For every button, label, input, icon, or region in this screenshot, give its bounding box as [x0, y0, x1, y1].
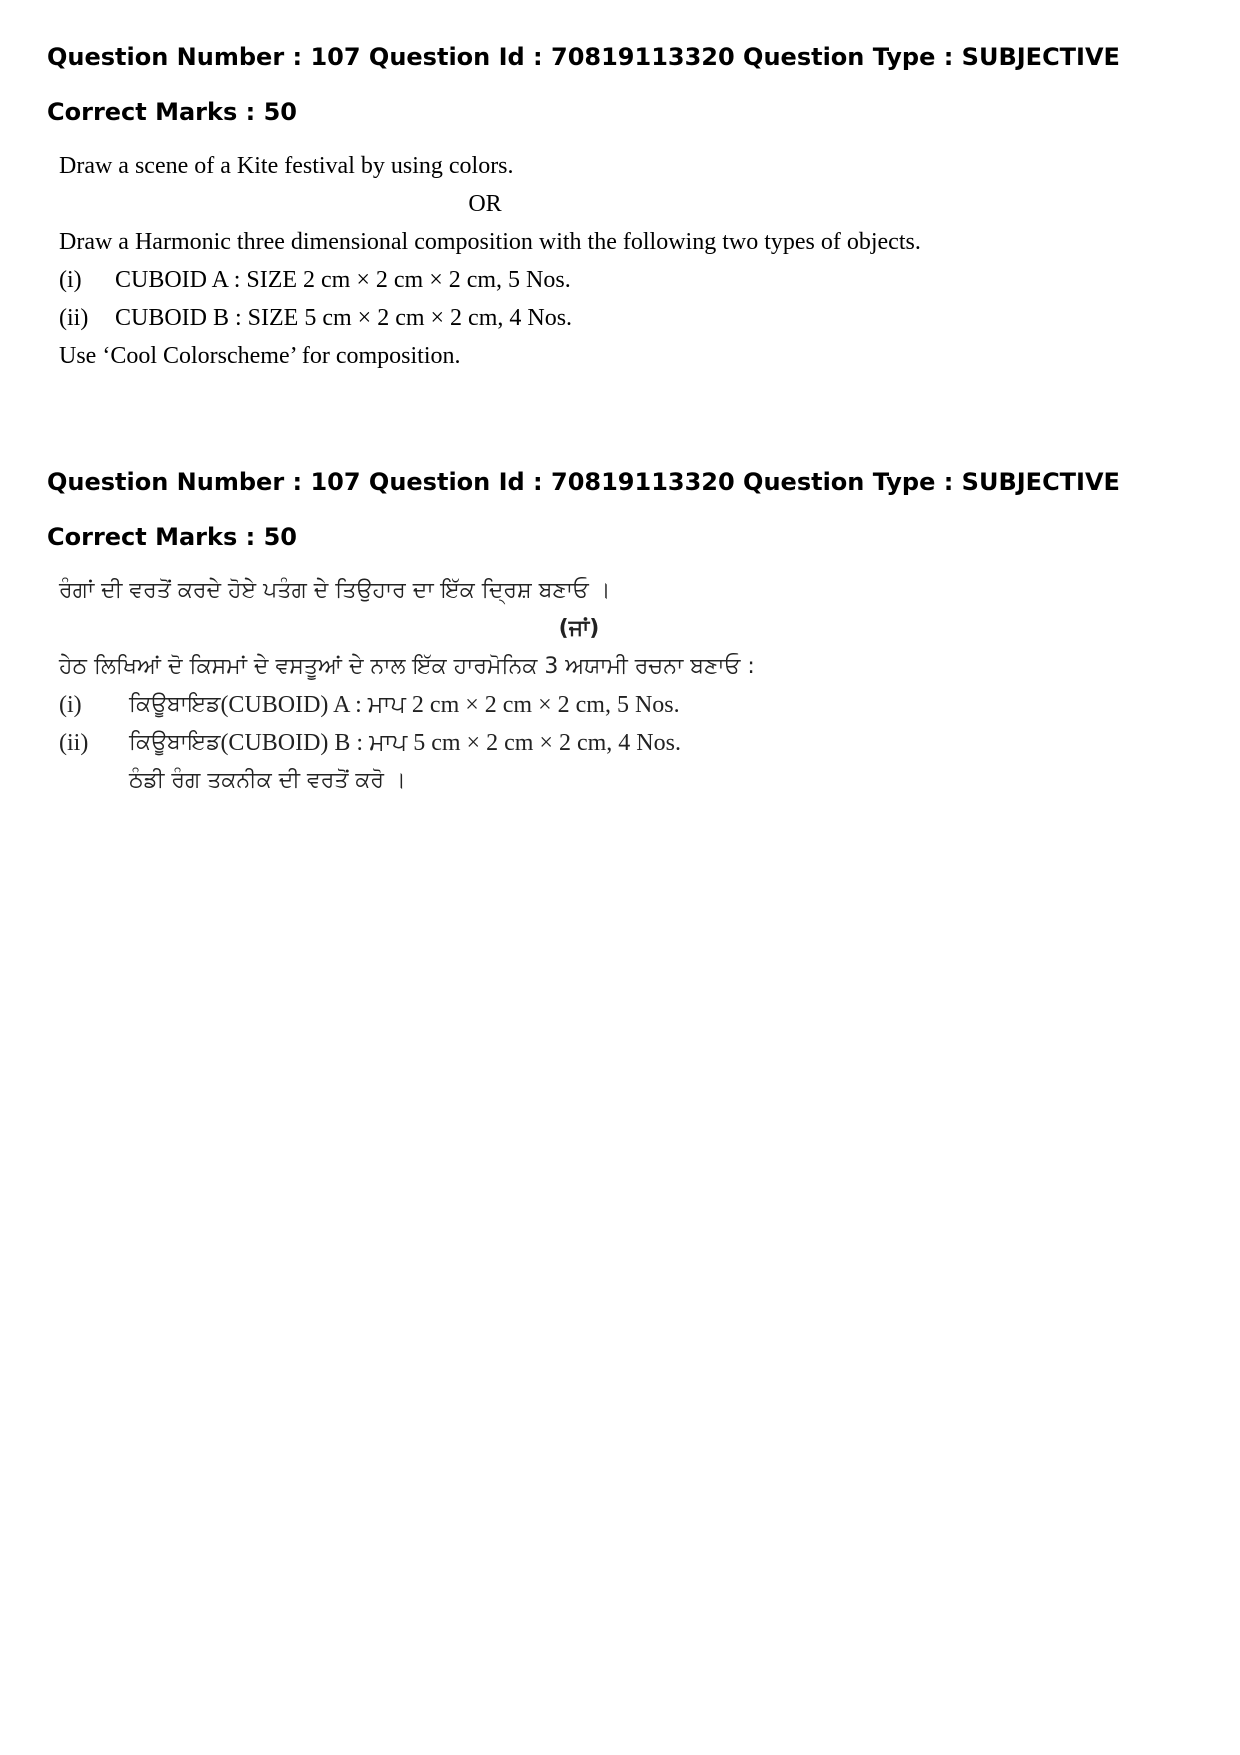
list-item: [59, 686, 1197, 724]
list-item-text: (CUBOID) B : ਮਾਪ 5 cm × 2 cm × 2 cm, 4 Nos.: [220, 730, 681, 756]
question-text: [47, 572, 1197, 800]
correct-marks: Correct Marks : 50: [47, 523, 297, 551]
question-block-punjabi: [47, 465, 1197, 800]
question-header: Question Number : 107 Question Id : 70819113320 Question Type : SUBJECTIVE: [47, 468, 1120, 496]
list-item-number: (ii): [59, 305, 89, 331]
list-item-text: CUBOID B : SIZE 5 cm × 2 cm × 2 cm, 4 Nos.: [115, 305, 573, 331]
or-separator: OR: [468, 191, 502, 217]
question-text: [47, 147, 1197, 375]
question-line-kite: Draw a scene of a Kite festival by using colors.: [59, 153, 514, 179]
list-item-text: CUBOID A : SIZE 2 cm × 2 cm × 2 cm, 5 Nos.: [115, 267, 571, 293]
question-line-kite: ਰੰਗਾਂ ਦੀ ਵਰਤੋਂ ਕਰਦੇ ਹੋਏ ਪਤੰਗ ਦੇ ਤਿਉਹਾਰ ਦਾ ਇੱਕ ਦ੍ਰਿਸ਼ ਬਣਾਓ ।: [59, 578, 611, 603]
list-item: [59, 261, 1197, 299]
or-separator: (ਜਾਂ): [558, 616, 600, 641]
list-item: [59, 724, 1197, 762]
list-item-number: (i): [59, 692, 82, 718]
question-block-english: [47, 40, 1197, 375]
question-line-colorscheme: Use ‘Cool Colorscheme’ for composition.: [59, 343, 461, 369]
list-item-label: ਕਿਊਬਾਇਡ: [129, 730, 221, 755]
list-item-text: (CUBOID) A : ਮਾਪ 2 cm × 2 cm × 2 cm, 5 Nos.: [220, 692, 680, 718]
list-item-number: (ii): [59, 730, 89, 756]
question-line-composition: ਹੇਠ ਲਿਖਿਆਂ ਦੋ ਕਿਸਮਾਂ ਦੇ ਵਸਤੂਆਂ ਦੇ ਨਾਲ ਇੱਕ ਹਾਰਮੋਨਿਕ 3 ਅਯਾਮੀ ਰਚਨਾ ਬਣਾਓ :: [59, 654, 755, 679]
correct-marks: Correct Marks : 50: [47, 98, 297, 126]
question-header: Question Number : 107 Question Id : 70819113320 Question Type : SUBJECTIVE: [47, 43, 1120, 71]
question-line-composition: Draw a Harmonic three dimensional composition with the following two types of objects.: [59, 229, 921, 255]
list-item-number: (i): [59, 267, 82, 293]
question-line-colorscheme: ਠੰਡੀ ਰੰਗ ਤਕਨੀਕ ਦੀ ਵਰਤੋਂ ਕਰੋ ।: [129, 768, 406, 793]
list-item: [59, 299, 1197, 337]
list-item-label: ਕਿਊਬਾਇਡ: [129, 692, 221, 717]
